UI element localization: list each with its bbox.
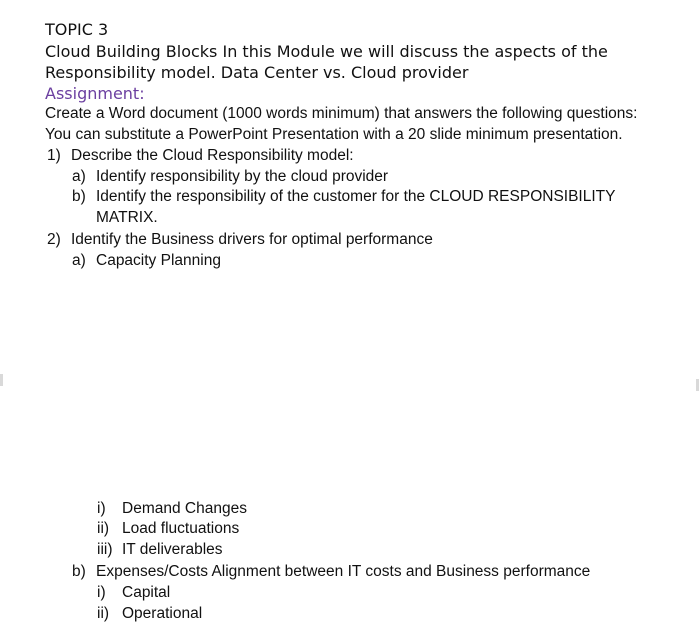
question-2b-ii-text: Operational (122, 605, 203, 622)
topic-heading: TOPIC 3 (45, 20, 109, 39)
instruction-line-1: Create a Word document (1000 words minimum) that answers the following questions: (45, 105, 638, 122)
question-2-text: Identify the Business drivers for optimal performance (71, 231, 433, 248)
list-marker: iii) (97, 541, 113, 558)
intro-line-1: Cloud Building Blocks In this Module we will discuss the aspects of the (45, 42, 608, 61)
question-1 (47, 148, 354, 164)
question-2b-ii (97, 606, 202, 622)
assignment-label: Assignment: (45, 84, 145, 103)
question-2a-ii (97, 521, 239, 537)
question-1b-text: Identify the responsibility of the customer for the CLOUD RESPONSIBILITY (96, 188, 616, 205)
question-2b-i (97, 585, 170, 601)
question-1-text: Describe the Cloud Responsibility model: (71, 147, 354, 164)
list-marker: a) (72, 168, 86, 185)
question-2a-i-text: Demand Changes (122, 500, 247, 517)
list-marker: b) (72, 563, 86, 580)
list-marker: a) (72, 252, 86, 269)
intro-line-2: Responsibility model. Data Center vs. Cloud provider (45, 63, 469, 82)
edge-artifact-right (696, 379, 699, 391)
instruction-line-2: You can substitute a PowerPoint Presentation with a 20 slide minimum presentation. (45, 126, 623, 143)
question-2b-i-text: Capital (122, 584, 171, 601)
list-marker: i) (97, 584, 106, 601)
list-marker: 1) (47, 147, 61, 164)
list-marker: ii) (97, 520, 110, 537)
question-1a-text: Identify responsibility by the cloud provider (96, 168, 389, 185)
question-2b (72, 564, 590, 580)
question-2 (47, 232, 433, 248)
list-marker: ii) (97, 605, 110, 622)
question-2a-i (97, 501, 247, 517)
question-1a (72, 169, 388, 185)
list-marker: b) (72, 188, 86, 205)
list-marker: i) (97, 500, 106, 517)
question-2a-ii-text: Load fluctuations (122, 520, 240, 537)
question-1b-continued: MATRIX. (96, 209, 158, 226)
question-1b (72, 189, 615, 205)
question-2b-text: Expenses/Costs Alignment between IT costs and Business performance (96, 563, 591, 580)
question-2a-iii (97, 542, 223, 558)
list-marker: 2) (47, 231, 61, 248)
edge-artifact-left (0, 374, 3, 386)
question-2a-text: Capacity Planning (96, 252, 221, 269)
question-2a-iii-text: IT deliverables (122, 541, 223, 558)
question-2a (72, 253, 221, 269)
